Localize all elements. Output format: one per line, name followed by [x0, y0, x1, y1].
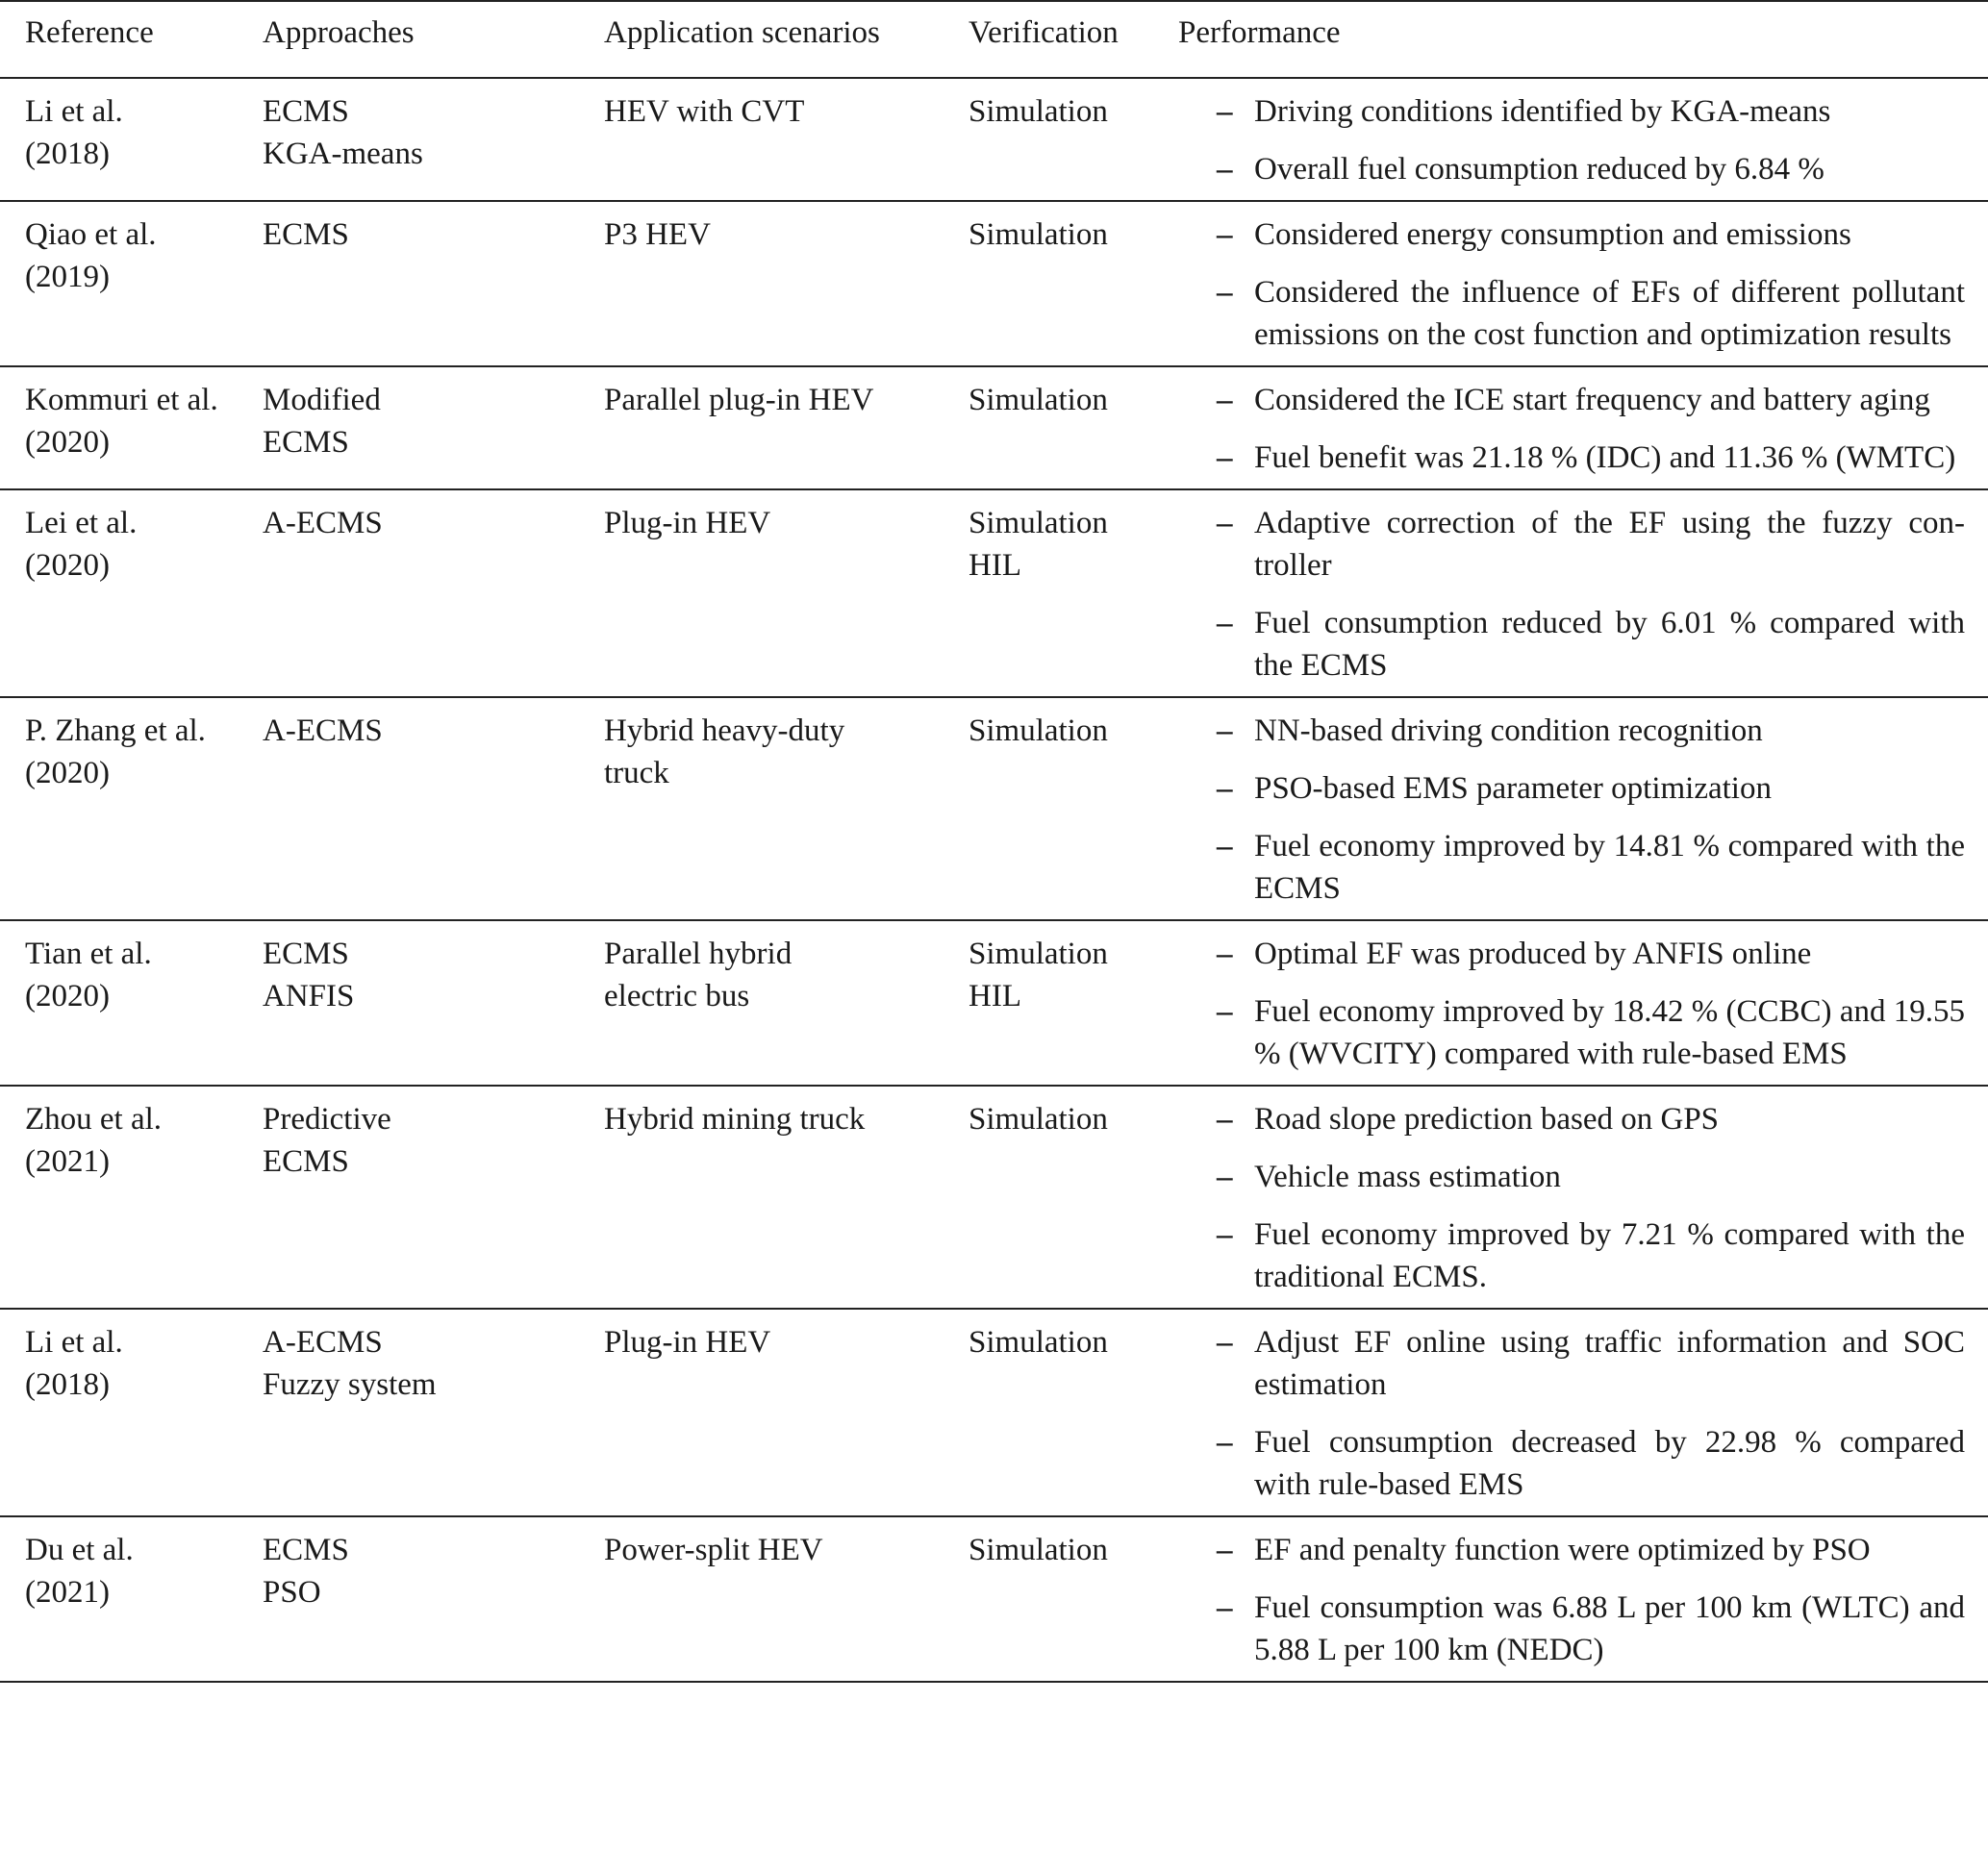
performance-text: Fuel consumption was 6.88 L per 100 km (WLTC) and 5.88 L per 100 km (NEDC) [1254, 1590, 1965, 1667]
performance-text: EF and penalty function were optimized by PSO [1254, 1533, 1871, 1567]
table-row [0, 1086, 1988, 1309]
verification-line: Simulation [969, 383, 1108, 417]
verification-line: Simulation [969, 1325, 1108, 1360]
reference-line: (2020) [25, 425, 110, 460]
approach-line: ECMS [263, 217, 349, 252]
reference-cell [0, 489, 263, 697]
verification-cell [969, 366, 1178, 489]
performance-list [1178, 1098, 1965, 1298]
reference-line: Li et al. [25, 94, 123, 129]
table-row [0, 366, 1988, 489]
performance-item [1178, 1529, 1965, 1571]
performance-item [1178, 90, 1965, 133]
performance-item [1178, 437, 1965, 479]
scenario-line: electric bus [604, 979, 750, 1013]
scenario-line: Parallel hybrid [604, 937, 793, 971]
performance-text: PSO-based EMS parameter optimization [1254, 771, 1772, 806]
header-reference: Reference [0, 1, 263, 78]
reference-cell [0, 201, 263, 366]
reference-line: Du et al. [25, 1533, 134, 1567]
reference-cell [0, 1309, 263, 1516]
approach-line: ECMS [263, 1144, 349, 1179]
verification-cell [969, 1309, 1178, 1516]
bullet-dash-icon: – [1217, 771, 1233, 806]
bullet-dash-icon: – [1217, 440, 1233, 475]
verification-cell [969, 489, 1178, 697]
approach-line: A-ECMS [263, 713, 383, 748]
table-row [0, 920, 1988, 1086]
performance-list [1178, 1529, 1965, 1671]
reference-line: (2018) [25, 137, 110, 171]
performance-item [1178, 602, 1965, 687]
verification-cell [969, 920, 1178, 1086]
verification-line: Simulation [969, 217, 1108, 252]
reference-line: (2018) [25, 1367, 110, 1402]
verification-cell [969, 1516, 1178, 1682]
approach-line: PSO [263, 1575, 321, 1610]
reference-line: Zhou et al. [25, 1102, 163, 1137]
verification-line: Simulation [969, 1102, 1108, 1137]
reference-line: Qiao et al. [25, 217, 157, 252]
performance-text: NN-based driving condition recognition [1254, 713, 1763, 748]
reference-line: P. Zhang et al. [25, 713, 206, 748]
bullet-dash-icon: – [1217, 1217, 1233, 1252]
performance-item [1178, 148, 1965, 190]
approach-line: ECMS [263, 1533, 349, 1567]
scenario-line: Power-split HEV [604, 1533, 823, 1567]
table-row [0, 697, 1988, 920]
performance-item [1178, 213, 1965, 256]
header-approaches: Approaches [263, 1, 604, 78]
reference-line: (2021) [25, 1144, 110, 1179]
performance-item [1178, 271, 1965, 356]
performance-cell [1178, 366, 1988, 489]
scenario-cell [604, 1516, 969, 1682]
reference-cell [0, 78, 263, 201]
bullet-dash-icon: – [1217, 275, 1233, 310]
verification-line: Simulation [969, 94, 1108, 129]
scenario-line: Plug-in HEV [604, 1325, 771, 1360]
approach-line: A-ECMS [263, 506, 383, 540]
scenario-line: P3 HEV [604, 217, 711, 252]
approach-line: ECMS [263, 937, 349, 971]
performance-text: Considered the ICE start frequency and battery aging [1254, 383, 1930, 417]
table-row [0, 1309, 1988, 1516]
performance-text: Fuel consumption decreased by 22.98 % compared with rule-based EMS [1254, 1425, 1965, 1502]
performance-text: Fuel economy improved by 14.81 % compared with the ECMS [1254, 829, 1965, 906]
performance-text: Driving conditions identified by KGA-means [1254, 94, 1831, 129]
performance-text: Optimal EF was produced by ANFIS online [1254, 937, 1812, 971]
bullet-dash-icon: – [1217, 1325, 1233, 1360]
performance-item [1178, 933, 1965, 975]
performance-item [1178, 379, 1965, 421]
scenario-cell [604, 366, 969, 489]
performance-item [1178, 1098, 1965, 1140]
performance-text: Considered energy consumption and emissions [1254, 217, 1851, 252]
performance-text: Vehicle mass estimation [1254, 1160, 1561, 1194]
bullet-dash-icon: – [1217, 94, 1233, 129]
performance-item [1178, 710, 1965, 752]
approach-line: Predictive [263, 1102, 391, 1137]
reference-line: (2019) [25, 260, 110, 294]
performance-text: Considered the influence of EFs of different pollutant emissions on the cost function and optimization results [1254, 275, 1965, 352]
performance-item [1178, 1321, 1965, 1406]
table-row [0, 489, 1988, 697]
reference-line: (2020) [25, 756, 110, 790]
approaches-cell [263, 1086, 604, 1309]
performance-item [1178, 1587, 1965, 1671]
performance-list [1178, 1321, 1965, 1506]
table-row [0, 78, 1988, 201]
scenario-line: Parallel plug-in HEV [604, 383, 874, 417]
performance-list [1178, 90, 1965, 190]
reference-cell [0, 920, 263, 1086]
performance-text: Adaptive correction of the EF using the fuzzy controller [1254, 506, 1965, 583]
bullet-dash-icon: – [1217, 829, 1233, 863]
approaches-cell [263, 920, 604, 1086]
scenario-cell [604, 1086, 969, 1309]
scenario-cell [604, 1309, 969, 1516]
verification-line: HIL [969, 979, 1021, 1013]
performance-text: Fuel economy improved by 18.42 % (CCBC) and 19.55 % (WVCITY) compared with rule-based EMS [1254, 994, 1965, 1071]
verification-cell [969, 1086, 1178, 1309]
performance-text: Road slope prediction based on GPS [1254, 1102, 1720, 1137]
approaches-cell [263, 78, 604, 201]
verification-cell [969, 78, 1178, 201]
bullet-dash-icon: – [1217, 1160, 1233, 1194]
scenario-cell [604, 920, 969, 1086]
approach-line: ECMS [263, 425, 349, 460]
bullet-dash-icon: – [1217, 217, 1233, 252]
reference-cell [0, 697, 263, 920]
header-performance: Performance [1178, 1, 1988, 78]
performance-item [1178, 990, 1965, 1075]
approaches-cell [263, 1309, 604, 1516]
performance-cell [1178, 1516, 1988, 1682]
bullet-dash-icon: – [1217, 152, 1233, 187]
table-row [0, 1516, 1988, 1682]
scenario-cell [604, 489, 969, 697]
approach-line: KGA-means [263, 137, 423, 171]
performance-text: Fuel benefit was 21.18 % (IDC) and 11.36 % (WMTC) [1254, 440, 1956, 475]
bullet-dash-icon: – [1217, 1102, 1233, 1137]
reference-cell [0, 1086, 263, 1309]
performance-cell [1178, 489, 1988, 697]
reference-line: Li et al. [25, 1325, 123, 1360]
scenario-cell [604, 201, 969, 366]
verification-cell [969, 697, 1178, 920]
bullet-dash-icon: – [1217, 1533, 1233, 1567]
reference-line: (2021) [25, 1575, 110, 1610]
reference-cell [0, 1516, 263, 1682]
scenario-cell [604, 78, 969, 201]
approaches-cell [263, 1516, 604, 1682]
performance-item [1178, 767, 1965, 810]
approaches-cell [263, 489, 604, 697]
header-application-scenarios: Application scenarios [604, 1, 969, 78]
performance-cell [1178, 1086, 1988, 1309]
approach-line: Modified [263, 383, 381, 417]
performance-list [1178, 213, 1965, 356]
performance-cell [1178, 697, 1988, 920]
performance-item [1178, 825, 1965, 910]
verification-line: Simulation [969, 713, 1108, 748]
performance-cell [1178, 1309, 1988, 1516]
performance-cell [1178, 920, 1988, 1086]
performance-item [1178, 1421, 1965, 1506]
reference-cell [0, 366, 263, 489]
scenario-line: truck [604, 756, 669, 790]
reference-line: (2020) [25, 548, 110, 583]
scenario-line: HEV with CVT [604, 94, 805, 129]
scenario-line: Hybrid mining truck [604, 1102, 866, 1137]
performance-item [1178, 1213, 1965, 1298]
approach-line: ANFIS [263, 979, 355, 1013]
bullet-dash-icon: – [1217, 383, 1233, 417]
scenario-line: Plug-in HEV [604, 506, 771, 540]
table-header [0, 1, 1988, 78]
performance-text: Fuel consumption reduced by 6.01 % compared with the ECMS [1254, 606, 1965, 683]
performance-text: Fuel economy improved by 7.21 % compared with the traditional ECMS. [1254, 1217, 1965, 1294]
reference-line: Lei et al. [25, 506, 138, 540]
approaches-cell [263, 697, 604, 920]
performance-list [1178, 502, 1965, 687]
approaches-cell [263, 201, 604, 366]
verification-line: Simulation [969, 937, 1108, 971]
bullet-dash-icon: – [1217, 506, 1233, 540]
verification-line: Simulation [969, 1533, 1108, 1567]
performance-text: Adjust EF online using traffic information and SOC estimation [1254, 1325, 1965, 1402]
performance-list [1178, 379, 1965, 479]
bullet-dash-icon: – [1217, 1590, 1233, 1625]
bullet-dash-icon: – [1217, 606, 1233, 640]
scenario-cell [604, 697, 969, 920]
reference-line: Tian et al. [25, 937, 152, 971]
performance-list [1178, 710, 1965, 910]
performance-item [1178, 1156, 1965, 1198]
approach-line: ECMS [263, 94, 349, 129]
performance-text: Overall fuel consumption reduced by 6.84 % [1254, 152, 1824, 187]
bullet-dash-icon: – [1217, 713, 1233, 748]
header-row [0, 1, 1988, 78]
verification-cell [969, 201, 1178, 366]
scenario-line: Hybrid heavy-duty [604, 713, 845, 748]
verification-line: Simulation [969, 506, 1108, 540]
header-verification: Verification [969, 1, 1178, 78]
reference-line: (2020) [25, 979, 110, 1013]
approach-line: A-ECMS [263, 1325, 383, 1360]
table-row [0, 201, 1988, 366]
approach-line: Fuzzy system [263, 1367, 437, 1402]
performance-cell [1178, 78, 1988, 201]
performance-item [1178, 502, 1965, 587]
table-body [0, 78, 1988, 1682]
approaches-cell [263, 366, 604, 489]
bullet-dash-icon: – [1217, 937, 1233, 971]
bullet-dash-icon: – [1217, 994, 1233, 1029]
performance-cell [1178, 201, 1988, 366]
bullet-dash-icon: – [1217, 1425, 1233, 1460]
performance-list [1178, 933, 1965, 1075]
reference-line: Kommuri et al. [25, 383, 218, 417]
verification-line: HIL [969, 548, 1021, 583]
